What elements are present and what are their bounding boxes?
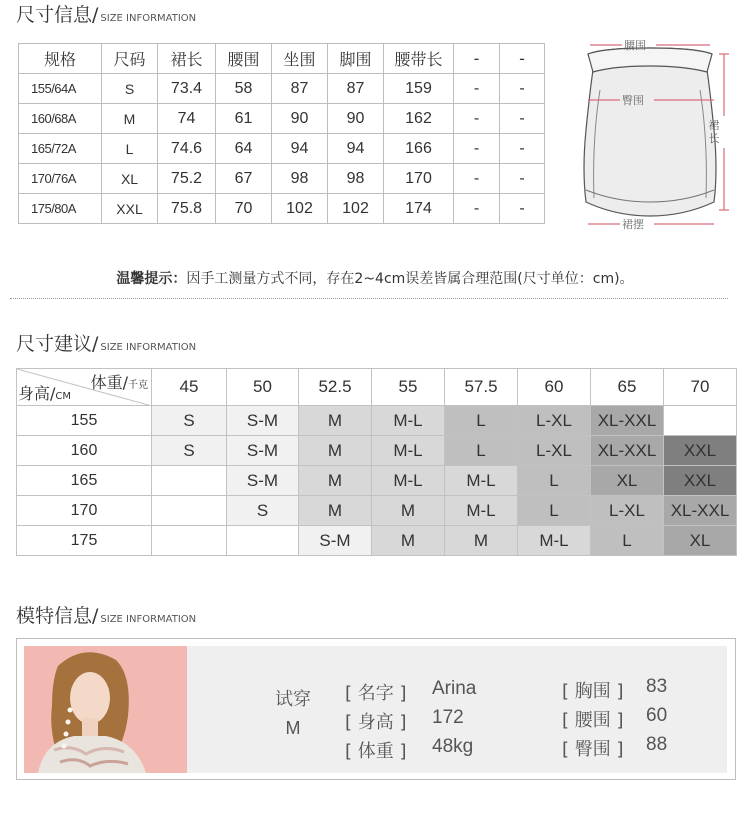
- model-weight-row: [345, 736, 474, 763]
- size-table-cell: 75.2: [158, 164, 216, 194]
- size-table-header-cell: 裙长: [158, 44, 216, 74]
- bust-label: [ 胸围 ]: [562, 681, 624, 702]
- size-table-cell: 74.6: [158, 134, 216, 164]
- size-rec-cell: [664, 406, 737, 436]
- weight-header-cell: 55: [372, 369, 445, 406]
- weight-header-cell: 60: [518, 369, 591, 406]
- size-rec-cell: L: [591, 526, 664, 556]
- size-rec-cell: [152, 496, 227, 526]
- size-table-cell: 174: [384, 194, 454, 224]
- size-table-cell: 87: [328, 74, 384, 104]
- size-recommendation-table: [16, 368, 737, 556]
- size-table-cell: 98: [272, 164, 328, 194]
- size-table-cell: 70: [216, 194, 272, 224]
- size-table-cell: 94: [272, 134, 328, 164]
- size-rec-row: [17, 526, 737, 556]
- size-rec-cell: S-M: [299, 526, 372, 556]
- size-rec-cell: S-M: [227, 466, 299, 496]
- hip-value: 88: [646, 734, 668, 755]
- size-rec-cell: M: [299, 496, 372, 526]
- size-rec-cell: M-L: [372, 436, 445, 466]
- height-label: [ 身高 ]: [345, 712, 407, 733]
- size-table-cell: -: [454, 74, 500, 104]
- height-header-cell: 160: [17, 436, 152, 466]
- hip-label: 臀围: [622, 94, 644, 107]
- size-table-cell: -: [500, 104, 545, 134]
- size-rec-cell: L-XL: [518, 406, 591, 436]
- size-table-cell: XXL: [102, 194, 158, 224]
- hem-label: 裙摆: [622, 218, 644, 231]
- weight-header-cell: 57.5: [445, 369, 518, 406]
- size-table-cell: 74: [158, 104, 216, 134]
- try-on-info: [269, 686, 317, 742]
- size-rec-title-en: SIZE INFORMATION: [100, 342, 197, 353]
- size-table-cell: 94: [328, 134, 384, 164]
- size-table-cell: 87: [272, 74, 328, 104]
- size-table-header-cell: 脚围: [328, 44, 384, 74]
- size-table-cell: 58: [216, 74, 272, 104]
- size-rec-cell: XL: [664, 526, 737, 556]
- waist-value: 60: [646, 705, 668, 726]
- model-bust-row: [562, 676, 668, 703]
- size-rec-cell: XL: [591, 466, 664, 496]
- size-table-cell: -: [454, 134, 500, 164]
- size-rec-cell: S-M: [227, 406, 299, 436]
- size-table-cell: -: [454, 164, 500, 194]
- size-table-cell: 102: [272, 194, 328, 224]
- size-table-cell: M: [102, 104, 158, 134]
- waist-label: [ 腰围 ]: [562, 710, 624, 731]
- size-table-cell: 165/72A: [19, 134, 102, 164]
- weight-label: [ 体重 ]: [345, 741, 407, 762]
- model-photo: [24, 646, 187, 773]
- size-table-header-cell: 腰围: [216, 44, 272, 74]
- size-rec-cell: XL-XXL: [591, 436, 664, 466]
- size-table-cell: L: [102, 134, 158, 164]
- size-rec-cell: M: [299, 466, 372, 496]
- size-rec-title: [16, 333, 196, 355]
- weight-header-cell: 52.5: [299, 369, 372, 406]
- size-rec-cell: XXL: [664, 436, 737, 466]
- size-table-cell: -: [500, 164, 545, 194]
- dotted-divider: [10, 298, 728, 299]
- size-table-cell: 98: [328, 164, 384, 194]
- size-rec-cell: L: [518, 466, 591, 496]
- size-rec-cell: M-L: [372, 406, 445, 436]
- size-info-title-en: SIZE INFORMATION: [100, 13, 197, 24]
- size-rec-cell: L-XL: [591, 496, 664, 526]
- size-rec-cell: S: [227, 496, 299, 526]
- size-rec-cell: S: [152, 436, 227, 466]
- tip-label: 温馨提示：: [116, 271, 187, 287]
- size-rec-cell: XL-XXL: [664, 496, 737, 526]
- weight-header-cell: 45: [152, 369, 227, 406]
- weight-value: 48kg: [432, 736, 474, 757]
- name-value: Arina: [432, 678, 477, 699]
- height-header-cell: 175: [17, 526, 152, 556]
- size-table-cell: 160/68A: [19, 104, 102, 134]
- size-rec-cell: [227, 526, 299, 556]
- model-name-row: [345, 678, 477, 705]
- size-table-row: [19, 194, 545, 224]
- model-info-title-en: SIZE INFORMATION: [100, 614, 197, 625]
- size-table-cell: 64: [216, 134, 272, 164]
- model-info-title: [16, 605, 196, 627]
- size-table-header-row: [19, 44, 545, 74]
- size-table-cell: -: [500, 194, 545, 224]
- size-rec-cell: XL-XXL: [591, 406, 664, 436]
- size-rec-cell: [152, 526, 227, 556]
- try-on-label: 试穿: [275, 689, 311, 710]
- size-rec-cell: [152, 466, 227, 496]
- size-table-cell: -: [500, 134, 545, 164]
- size-rec-cell: S: [152, 406, 227, 436]
- size-rec-cell: M-L: [518, 526, 591, 556]
- size-table-cell: 162: [384, 104, 454, 134]
- size-rec-cell: M-L: [445, 466, 518, 496]
- size-table-cell: 159: [384, 74, 454, 104]
- size-table-cell: 170: [384, 164, 454, 194]
- name-label: [ 名字 ]: [345, 683, 407, 704]
- size-rec-row: [17, 436, 737, 466]
- size-table-row: [19, 134, 545, 164]
- size-rec-cell: L: [518, 496, 591, 526]
- size-rec-row: [17, 406, 737, 436]
- height-axis-label: 身高/CM: [18, 384, 72, 403]
- size-rec-cell: XXL: [664, 466, 737, 496]
- size-rec-cell: M: [372, 496, 445, 526]
- model-waist-row: [562, 705, 668, 732]
- size-rec-cell: M: [445, 526, 518, 556]
- size-info-title-cn: 尺寸信息/: [16, 4, 99, 26]
- size-info-title: [16, 4, 196, 26]
- length-label: 裙长: [708, 119, 720, 145]
- size-table-row: [19, 104, 545, 134]
- size-table-cell: 102: [328, 194, 384, 224]
- size-table-header-cell: 规格: [19, 44, 102, 74]
- size-rec-row: [17, 496, 737, 526]
- size-table-header-cell: 坐围: [272, 44, 328, 74]
- try-on-size: M: [285, 718, 301, 738]
- size-rec-row: [17, 466, 737, 496]
- size-table-cell: 67: [216, 164, 272, 194]
- size-rec-cell: S-M: [227, 436, 299, 466]
- skirt-diagram: [564, 30, 734, 235]
- hip-label: [ 臀围 ]: [562, 739, 624, 760]
- size-rec-title-cn: 尺寸建议/: [16, 333, 99, 355]
- size-table-cell: -: [454, 194, 500, 224]
- size-rec-cell: L: [445, 406, 518, 436]
- weight-axis-label: 体重/千克: [90, 373, 148, 392]
- size-table-header-cell: -: [454, 44, 500, 74]
- model-info-title-cn: 模特信息/: [16, 605, 99, 627]
- size-table-row: [19, 164, 545, 194]
- height-value: 172: [432, 707, 464, 728]
- size-table-header-cell: 尺码: [102, 44, 158, 74]
- size-info-table: [18, 43, 545, 224]
- size-rec-cell: M: [299, 436, 372, 466]
- size-table-cell: 90: [272, 104, 328, 134]
- size-table-cell: 75.8: [158, 194, 216, 224]
- model-hip-row: [562, 734, 668, 761]
- tip-text: 因手工测量方式不同，存在2~4cm误差皆属合理范围(尺寸单位：cm)。: [186, 271, 634, 287]
- height-header-cell: 155: [17, 406, 152, 436]
- size-rec-cell: M: [299, 406, 372, 436]
- weight-header-cell: 65: [591, 369, 664, 406]
- size-table-cell: S: [102, 74, 158, 104]
- size-table-header-cell: -: [500, 44, 545, 74]
- size-table-cell: 61: [216, 104, 272, 134]
- size-rec-cell: L: [445, 436, 518, 466]
- size-rec-cell: M-L: [372, 466, 445, 496]
- size-table-cell: 90: [328, 104, 384, 134]
- size-table-cell: -: [454, 104, 500, 134]
- height-header-cell: 165: [17, 466, 152, 496]
- size-table-cell: 155/64A: [19, 74, 102, 104]
- size-rec-cell: L-XL: [518, 436, 591, 466]
- height-header-cell: 170: [17, 496, 152, 526]
- size-rec-cell: M-L: [445, 496, 518, 526]
- model-height-row: [345, 707, 464, 734]
- weight-header-cell: 50: [227, 369, 299, 406]
- waist-label: 腰围: [624, 39, 646, 52]
- model-info-box: [16, 638, 736, 780]
- measurement-tip: [0, 268, 750, 288]
- size-rec-cell: M: [372, 526, 445, 556]
- size-table-cell: 170/76A: [19, 164, 102, 194]
- size-table-header-cell: 腰带长: [384, 44, 454, 74]
- weight-header-cell: 70: [664, 369, 737, 406]
- size-table-row: [19, 74, 545, 104]
- model-info-panel: [24, 646, 727, 773]
- bust-value: 83: [646, 676, 668, 697]
- size-table-cell: 166: [384, 134, 454, 164]
- size-table-cell: -: [500, 74, 545, 104]
- size-table-cell: XL: [102, 164, 158, 194]
- size-table-cell: 175/80A: [19, 194, 102, 224]
- size-table-cell: 73.4: [158, 74, 216, 104]
- table-corner-header: [17, 369, 152, 406]
